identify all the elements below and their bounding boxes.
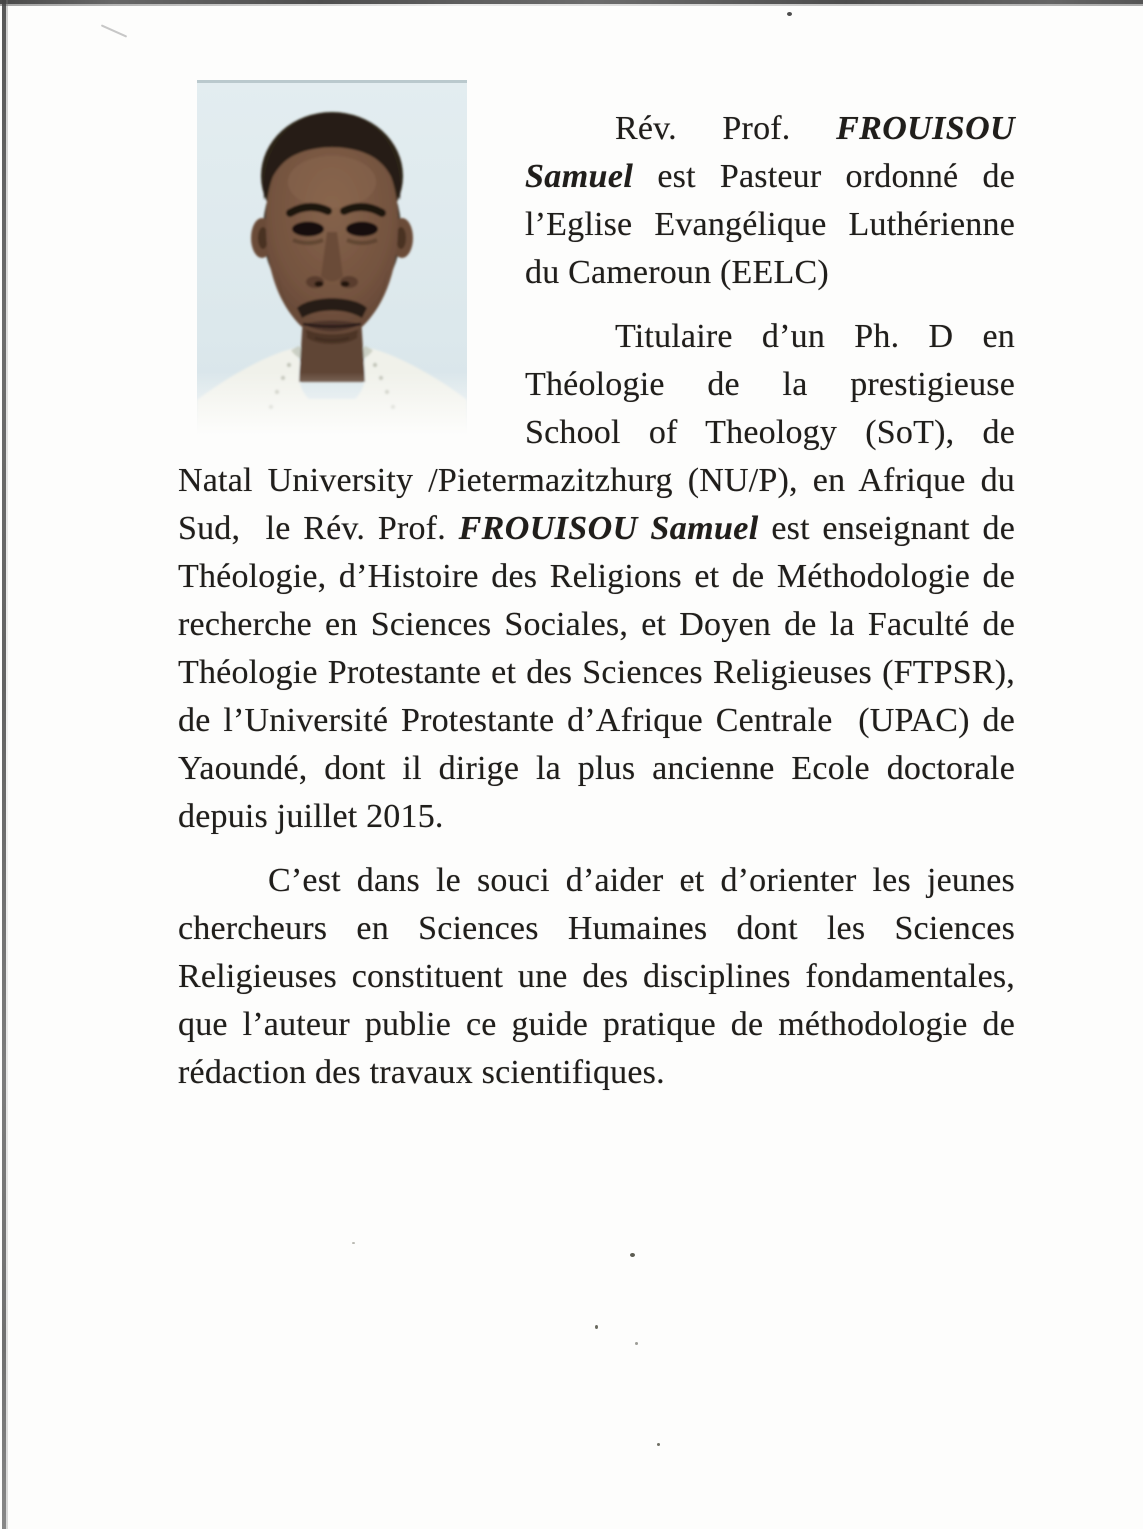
- scan-artifact-top-edge-shadow: [0, 4, 1143, 6]
- scan-artifact-left-edge-shadow: [6, 0, 8, 1529]
- bio-p2-post: est enseignant de Théologie, d’Histoire des Religions et de Méthodologie de recherche en Sciences Sociales, et Doyen de la Faculté de Théologie Protestante et des Sciences Religieuses (FTPSR), de l’Université Protestante d’Afrique Centrale (UPAC) de Yaoundé, dont il dirige la plus ancienne Ecole doctorale depuis juillet 2015.: [178, 510, 1016, 835]
- scan-speck: [352, 1242, 355, 1244]
- bio-text-block: [178, 105, 1015, 1097]
- bio-p2-pre: Titulaire d’un Ph. D en Théologie de la prestigieuse School of Theology (SoT), de Natal University /Pietermazitzhurg (NU/P), en Afrique du Sud, le Rév. Prof.: [178, 318, 1015, 547]
- bio-p1-pre: Rév. Prof.: [615, 110, 837, 147]
- scan-speck: [787, 12, 792, 16]
- scan-speck: [657, 1443, 660, 1446]
- author-name-emphasis: FROUISOU Samuel: [525, 110, 1015, 195]
- scan-speck: [595, 1325, 598, 1329]
- author-name-emphasis: FROUISOU Samuel: [458, 510, 759, 547]
- scan-speck: [630, 1253, 635, 1257]
- bio-p3-text: C’est dans le souci d’aider et d’orienter les jeunes chercheurs en Sciences Humaines dont les Sciences Religieuses constituent une des disciplines fondamentales, que l’auteur publie ce guide pratique de méthodologie de rédaction des travaux scientifiques.: [178, 862, 1015, 1091]
- bio-paragraph-3: [178, 857, 1015, 1097]
- scan-scratch: [101, 24, 127, 37]
- author-portrait-photo: [197, 80, 467, 435]
- scan-speck: [635, 1342, 638, 1345]
- bio-p1-post: est Pasteur ordonné de l’Eglise Evangélique Luthérienne du Cameroun (EELC): [525, 158, 1015, 291]
